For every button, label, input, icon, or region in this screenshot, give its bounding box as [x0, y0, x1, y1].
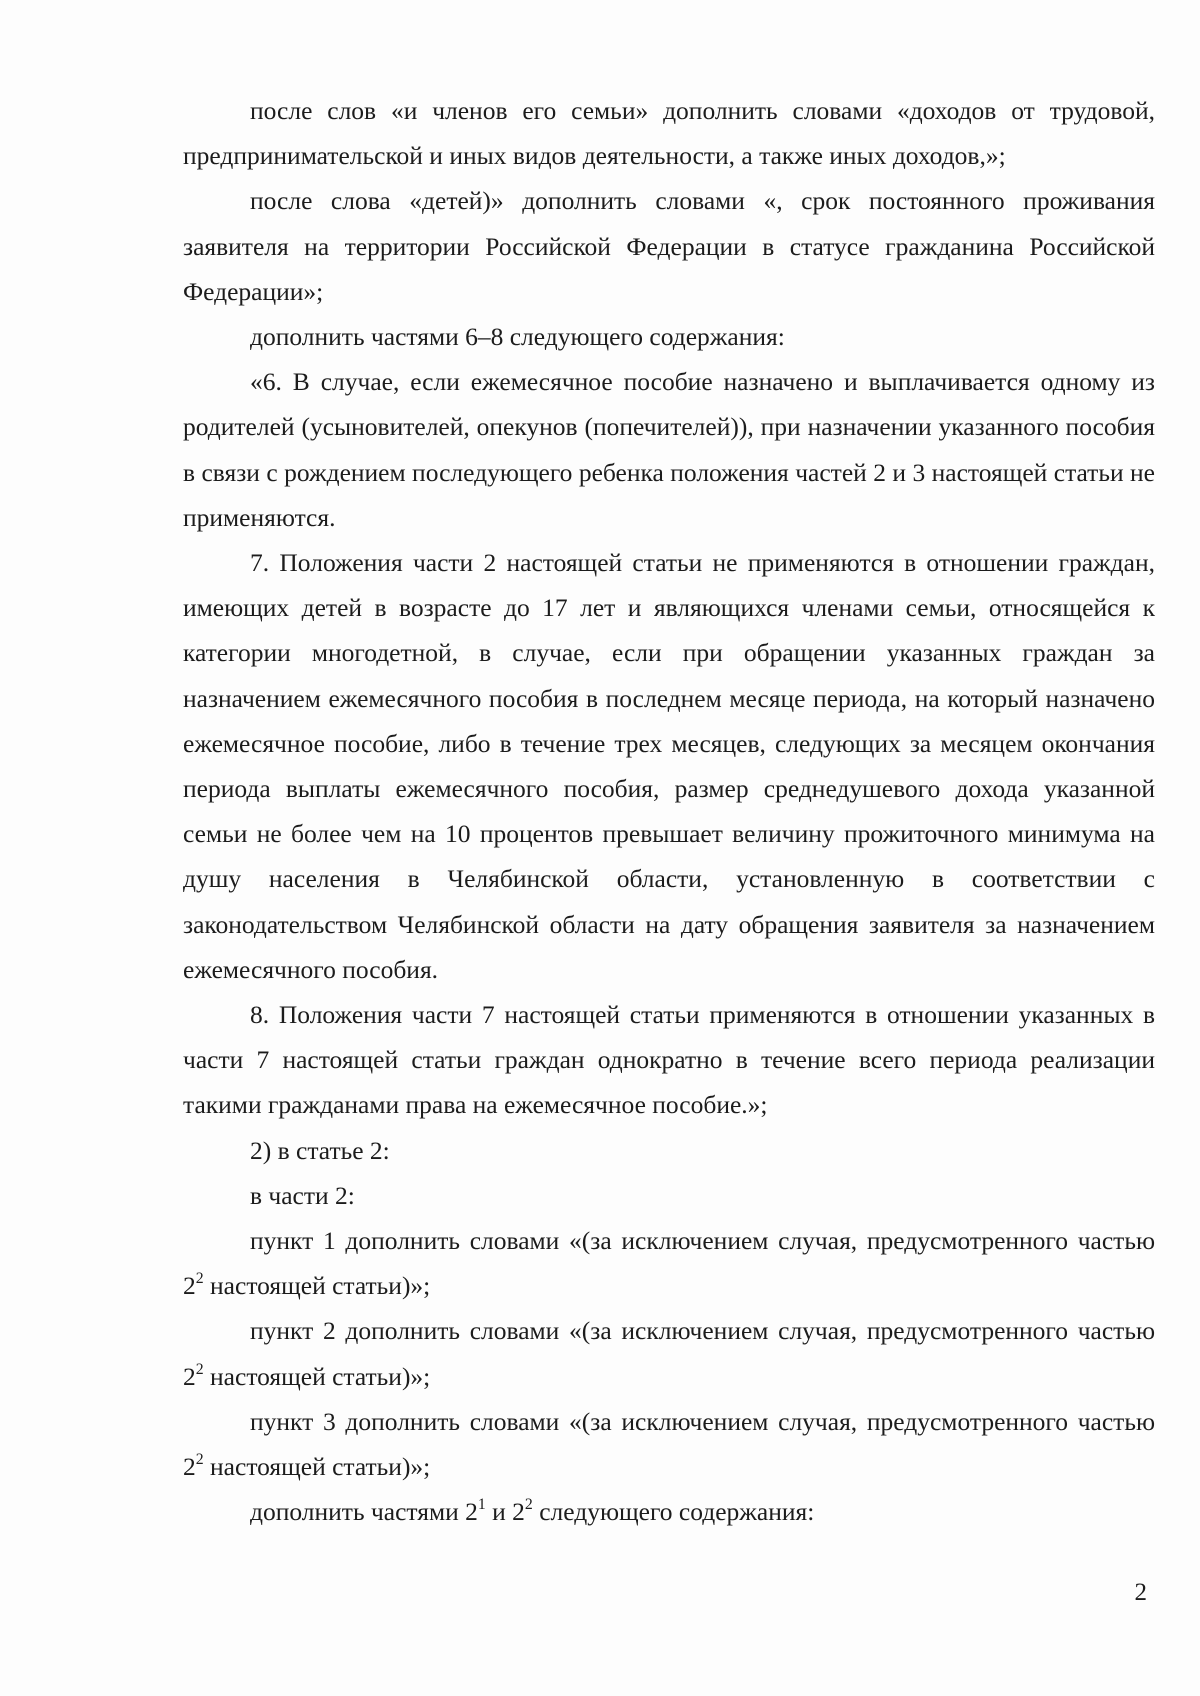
- paragraph-text: пункт 2 дополнить словами «(за исключением случая, предусмотренного частью 2: [183, 1316, 1155, 1391]
- paragraph: [183, 1218, 1155, 1308]
- paragraph-text: дополнить частями 2: [250, 1497, 478, 1527]
- paragraph-text: настоящей статьи)»;: [203, 1271, 431, 1301]
- paragraph: после слова «детей)» дополнить словами «, срок постоянного проживания заявителя на территории Российской Федерации в статусе гражданина Российской Федерации»;: [183, 186, 1155, 306]
- paragraph: 2) в статье 2:: [250, 1135, 390, 1165]
- document-body: [183, 88, 1155, 1535]
- superscript: 1: [477, 1496, 486, 1514]
- paragraph: 8. Положения части 7 настоящей статьи применяются в отношении указанных в части 7 настоящей статьи граждан однократно в течение всего периода реализации такими гражданами права на ежемесячное пособие.»;: [183, 1000, 1155, 1120]
- superscript: 2: [195, 1451, 204, 1469]
- superscript: 2: [524, 1496, 533, 1514]
- paragraph: [183, 1308, 1155, 1398]
- page-number: 2: [1134, 1579, 1147, 1606]
- paragraph-text: пункт 3 дополнить словами «(за исключением случая, предусмотренного частью 2: [183, 1406, 1155, 1482]
- paragraph-text: следующего содержания:: [532, 1497, 815, 1527]
- paragraph: [183, 1399, 1155, 1489]
- paragraph: [183, 1489, 1155, 1534]
- paragraph: «6. В случае, если ежемесячное пособие назначено и выплачивается одному из родителей (усыновителей, опекунов (попечителей)), при назначении указанного пособия в связи с рождением последующего ребенка положения частей 2 и 3 настоящей статьи не применяются.: [183, 367, 1155, 532]
- paragraph-text: и 2: [485, 1497, 525, 1527]
- paragraph: после слов «и членов его семьи» дополнить словами «доходов от трудовой, предпринимательской и иных видов деятельности, а также иных доходов,»;: [183, 96, 1155, 171]
- paragraph-text: настоящей статьи)»;: [203, 1361, 431, 1391]
- paragraph: дополнить частями 6–8 следующего содержания:: [250, 322, 785, 352]
- paragraph: в части 2:: [250, 1180, 355, 1210]
- paragraph-text: настоящей статьи)»;: [203, 1452, 431, 1482]
- paragraph: 7. Положения части 2 настоящей статьи не применяются в отношении граждан, имеющих детей в возрасте до 17 лет и являющихся членами семьи, относящейся к категории многодетной, в случае, если при обращении указанных граждан за назначением ежемесячного пособия в последнем месяце периода, на который назначено ежемесячное пособие, либо в течение трех месяцев, следующих за месяцем окончания периода выплаты ежемесячного пособия, размер среднедушевого дохода указанной семьи не более чем на 10 процентов превышает величину прожиточного минимума на душу населения в Челябинской области, установленную в соответствии с законодательством Челябинской области на дату обращения заявителя за назначением ежемесячного пособия.: [183, 548, 1155, 984]
- superscript: 2: [195, 1360, 204, 1378]
- paragraph-text: пункт 1 дополнить словами «(за исключением случая, предусмотренного частью 2: [183, 1226, 1155, 1301]
- superscript: 2: [195, 1270, 204, 1288]
